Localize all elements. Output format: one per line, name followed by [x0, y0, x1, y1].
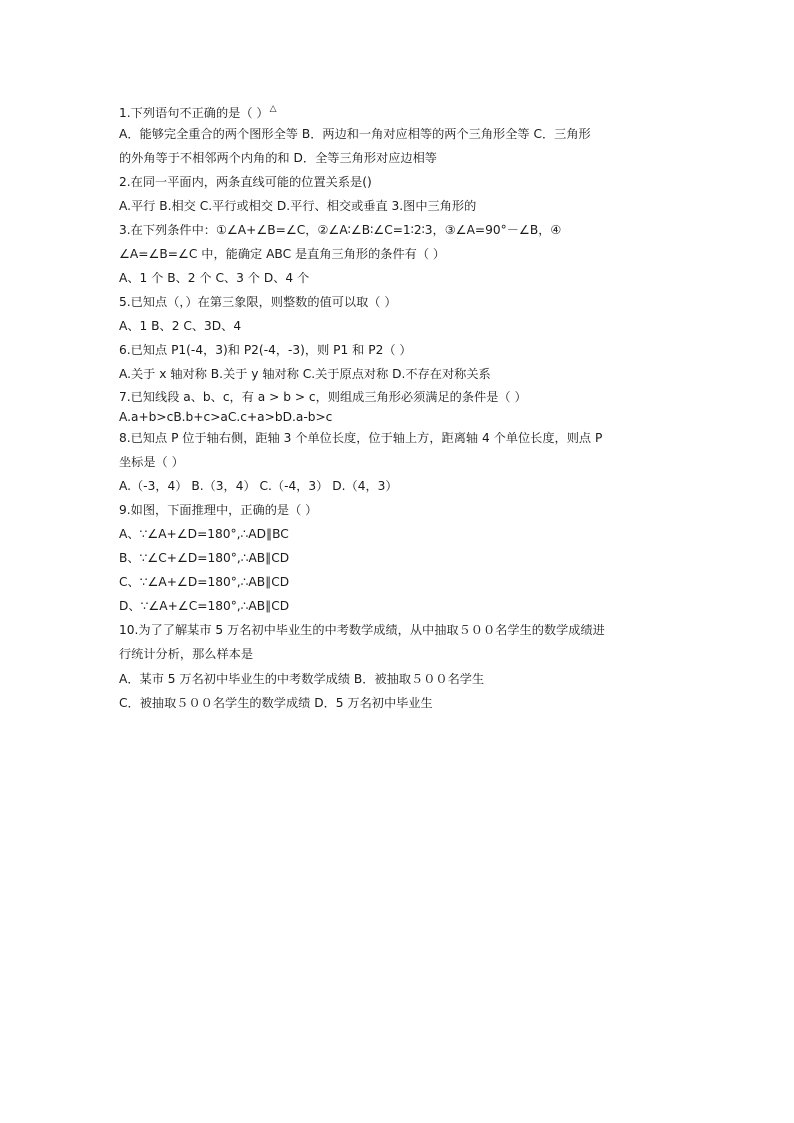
question-8-options: A.（-3，4） B.（3，4） C.（-4，3） D.（4，3） — [119, 479, 398, 493]
question-1-options-line2: 的外角等于不相邻两个内角的和 D．全等三角形对应边相等 — [119, 151, 437, 165]
question-10-options-line1: A．某市 5 万名初中毕业生的中考数学成绩 B．被抽取５００名学生 — [119, 672, 485, 686]
question-6-options: A.关于 x 轴对称 B.关于 y 轴对称 C.关于原点对称 D.不存在对称关系 — [119, 367, 491, 381]
question-10-options-line2: C．被抽取５００名学生的数学成绩 D．5 万名初中毕业生 — [119, 696, 433, 710]
question-5-options: A、1 B、2 C、3D、4 — [119, 319, 242, 333]
question-9-option-a: A、∵∠A+∠D=180°,∴AD∥BC — [119, 527, 289, 541]
question-9-option-d: D、∵∠A+∠C=180°,∴AB∥CD — [119, 599, 290, 613]
question-3-line1: 3.在下列条件中：①∠A+∠B=∠C，②∠A∶∠B∶∠C=1∶2∶3，③∠A=90°－∠B，④ — [119, 223, 562, 237]
question-8-line1: 8.已知点 P 位于轴右侧，距轴 3 个单位长度，位于轴上方，距离轴 4 个单位长度，则点 P — [119, 431, 603, 445]
question-2-stem: 2.在同一平面内，两条直线可能的位置关系是() — [119, 175, 372, 189]
question-7-stem: 7.已知线段 a、b、c，有 a > b > c，则组成三角形必须满足的条件是（ ） — [119, 390, 527, 404]
question-3-line2: ∠A=∠B=∠C 中，能确定 ABC 是直角三角形的条件有（ ） — [119, 247, 446, 261]
question-1-stem — [119, 101, 277, 121]
question-9-stem: 9.如图，下面推理中，正确的是（ ） — [119, 503, 318, 517]
question-1-options-line1: A．能够完全重合的两个图形全等 B．两边和一角对应相等的两个三角形全等 C．三角形 — [119, 127, 591, 141]
question-9-option-b: B、∵∠C+∠D=180°,∴AB∥CD — [119, 551, 290, 565]
question-9-option-c: C、∵∠A+∠D=180°,∴AB∥CD — [119, 575, 290, 589]
question-8-line2: 坐标是（ ） — [119, 455, 184, 469]
question-6-stem: 6.已知点 P1(-4，3)和 P2(-4，-3)，则 P1 和 P2（ ） — [119, 343, 412, 357]
question-1-text: 1.下列语句不正确的是（ ） — [119, 106, 269, 120]
question-10-line1: 10.为了了解某市 5 万名初中毕业生的中考数学成绩，从中抽取５００名学生的数学成绩进 — [119, 623, 605, 637]
question-10-line2: 行统计分析，那么样本是 — [119, 647, 254, 661]
question-2-options: A.平行 B.相交 C.平行或相交 D.平行、相交或垂直 3.图中三角形的 — [119, 199, 477, 213]
question-5-stem: 5.已知点（，）在第三象限，则整数的值可以取（ ） — [119, 295, 397, 309]
question-7-options: A.a+b>cB.b+c>aC.c+a>bD.a-b>c — [119, 410, 333, 424]
triangle-mark: △ — [269, 104, 277, 114]
question-3-options: A、1 个 B、2 个 C、3 个 D、4 个 — [119, 271, 310, 285]
